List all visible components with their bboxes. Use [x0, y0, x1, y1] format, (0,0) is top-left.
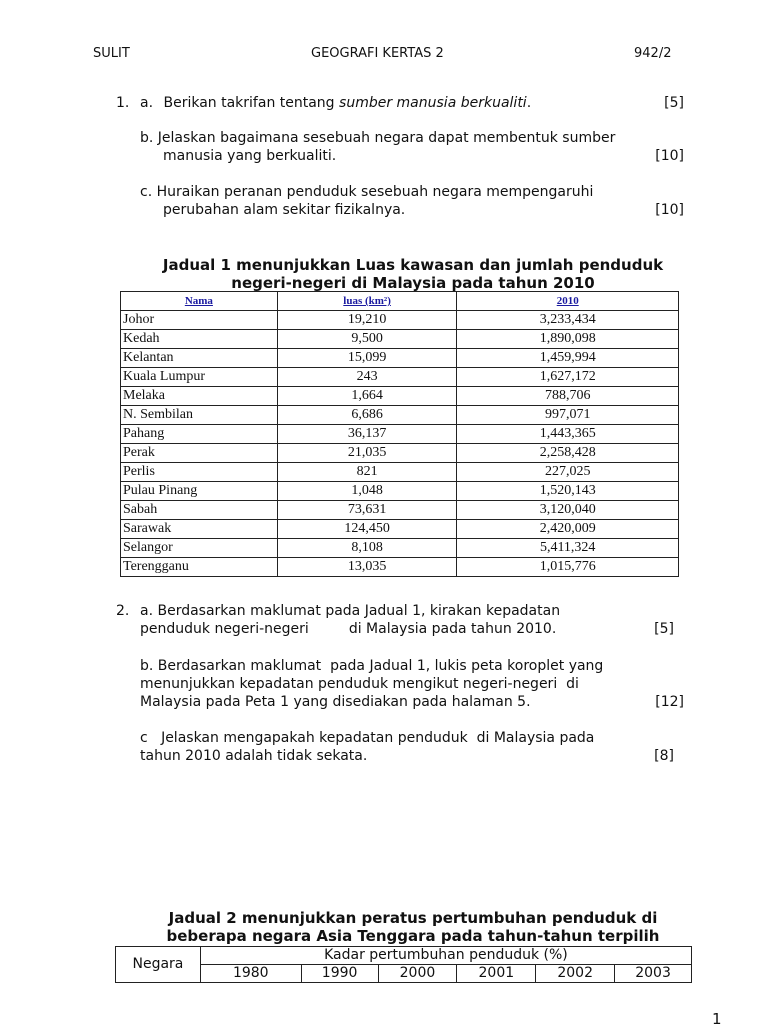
population-cell: 3,233,434	[457, 311, 679, 330]
population-cell: 3,120,040	[457, 501, 679, 520]
q2-b-line3: Malaysia pada Peta 1 yang disediakan pada halaman 5.	[140, 694, 531, 710]
area-cell: 6,686	[277, 406, 457, 425]
page-number: 1	[712, 1010, 722, 1028]
population-cell: 788,706	[457, 387, 679, 406]
area-cell: 9,500	[277, 330, 457, 349]
table-row	[121, 482, 679, 501]
state-name-cell: Pahang	[121, 425, 278, 444]
table-row	[121, 444, 679, 463]
q1-a	[140, 94, 684, 112]
q2-c-line1: Jelaskan mengapakah kepadatan penduduk di Malaysia pada	[161, 730, 595, 746]
table2-years-row	[116, 965, 692, 983]
q1-b-mark: [10]	[655, 148, 684, 164]
state-name-cell: Sarawak	[121, 520, 278, 539]
q2-number: 2.	[116, 603, 130, 619]
table-row	[121, 501, 679, 520]
state-name-cell: Melaka	[121, 387, 278, 406]
q2-a-line1: Berdasarkan maklumat pada Jadual 1, kirakan kepadatan	[157, 603, 561, 619]
table-row	[121, 425, 679, 444]
area-cell: 124,450	[277, 520, 457, 539]
q1-a-text-pre: Berikan takrifan tentang	[163, 95, 340, 111]
table2-header-row	[116, 947, 692, 965]
table2-header-negara: Negara	[116, 947, 201, 983]
table-row	[121, 368, 679, 387]
q1-a-mark: [5]	[664, 95, 684, 111]
table2-year-cell: 1990	[301, 965, 378, 983]
population-table	[120, 291, 679, 577]
state-name-cell: Selangor	[121, 539, 278, 558]
table1-header-2010: 2010	[457, 292, 679, 311]
table1-header-row	[121, 292, 679, 311]
q1-a-text-post: .	[526, 95, 532, 111]
q1-c-line2: perubahan alam sekitar fizikalnya.	[163, 202, 406, 218]
table1-header-luas: luas (km²)	[277, 292, 457, 311]
q1-c	[140, 183, 684, 219]
table2-header-group: Kadar pertumbuhan penduduk (%)	[200, 947, 691, 965]
q1-a-text-italic: sumber manusia berkualiti	[339, 95, 527, 111]
area-cell: 821	[277, 463, 457, 482]
table2-title-line2: beberapa negara Asia Tenggara pada tahun-tahun terpilih	[166, 927, 660, 945]
state-name-cell: N. Sembilan	[121, 406, 278, 425]
q2-a-mark: [5]	[654, 621, 674, 637]
q2-a	[140, 602, 674, 638]
q1-a-label: a.	[140, 95, 154, 111]
q2-c-mark: [8]	[654, 748, 674, 764]
state-name-cell: Pulau Pinang	[121, 482, 278, 501]
population-cell: 1,459,994	[457, 349, 679, 368]
state-name-cell: Kedah	[121, 330, 278, 349]
table-row	[121, 387, 679, 406]
area-cell: 15,099	[277, 349, 457, 368]
area-cell: 21,035	[277, 444, 457, 463]
population-cell: 997,071	[457, 406, 679, 425]
q2-b-mark: [12]	[655, 694, 684, 710]
area-cell: 1,664	[277, 387, 457, 406]
table2-year-cell: 2000	[378, 965, 457, 983]
table-row	[121, 520, 679, 539]
q2-c-label: c	[140, 730, 148, 746]
q1-b-line1: Jelaskan bagaimana sesebuah negara dapat membentuk sumber	[157, 130, 616, 146]
area-cell: 243	[277, 368, 457, 387]
table2-year-cell: 2002	[536, 965, 615, 983]
state-name-cell: Perlis	[121, 463, 278, 482]
growth-rate-table	[115, 946, 692, 983]
header-left: SULIT	[93, 46, 130, 61]
table-row	[121, 463, 679, 482]
table1-title	[100, 256, 726, 292]
q2-b	[140, 657, 684, 711]
q2-b-label: b.	[140, 658, 154, 674]
population-cell: 5,411,324	[457, 539, 679, 558]
q1-c-line1: Huraikan peranan penduduk sesebuah negara mempengaruhi	[156, 184, 594, 200]
q1-b-label: b.	[140, 130, 154, 146]
population-cell: 1,890,098	[457, 330, 679, 349]
table1-title-line1: Jadual 1 menunjukkan Luas kawasan dan jumlah penduduk	[162, 256, 664, 274]
q1-number: 1.	[116, 95, 130, 111]
area-cell: 13,035	[277, 558, 457, 577]
table2-title	[100, 909, 726, 945]
q2-b-line1: Berdasarkan maklumat pada Jadual 1, lukis peta koroplet yang	[157, 658, 604, 674]
state-name-cell: Kuala Lumpur	[121, 368, 278, 387]
q2-a-label: a.	[140, 603, 154, 619]
area-cell: 19,210	[277, 311, 457, 330]
q2-c	[140, 729, 674, 765]
table-row	[121, 349, 679, 368]
area-cell: 73,631	[277, 501, 457, 520]
state-name-cell: Kelantan	[121, 349, 278, 368]
state-name-cell: Johor	[121, 311, 278, 330]
table-row	[121, 406, 679, 425]
table2-year-cell: 2003	[615, 965, 692, 983]
state-name-cell: Sabah	[121, 501, 278, 520]
population-cell: 1,627,172	[457, 368, 679, 387]
population-cell: 1,443,365	[457, 425, 679, 444]
table2-title-line1: Jadual 2 menunjukkan peratus pertumbuhan penduduk di	[168, 909, 658, 927]
q1-c-label: c.	[140, 184, 153, 200]
area-cell: 1,048	[277, 482, 457, 501]
population-cell: 2,420,009	[457, 520, 679, 539]
table-row	[121, 311, 679, 330]
state-name-cell: Terengganu	[121, 558, 278, 577]
area-cell: 36,137	[277, 425, 457, 444]
q1-b	[140, 129, 684, 165]
q2-c-line2: tahun 2010 adalah tidak sekata.	[140, 748, 368, 764]
q1-c-mark: [10]	[655, 202, 684, 218]
q2-a-line2: penduduk negeri-negeri di Malaysia pada tahun 2010.	[140, 621, 557, 637]
q1-b-line2: manusia yang berkualiti.	[163, 148, 337, 164]
table2-year-cell: 2001	[457, 965, 536, 983]
table2-year-cell: 1980	[200, 965, 301, 983]
header-center: GEOGRAFI KERTAS 2	[311, 46, 444, 61]
header-right: 942/2	[634, 46, 672, 61]
area-cell: 8,108	[277, 539, 457, 558]
population-cell: 2,258,428	[457, 444, 679, 463]
population-cell: 1,520,143	[457, 482, 679, 501]
state-name-cell: Perak	[121, 444, 278, 463]
table1-header-nama: Nama	[121, 292, 278, 311]
table-row	[121, 539, 679, 558]
q2-b-line2: menunjukkan kepadatan penduduk mengikut negeri-negeri di	[140, 676, 579, 692]
table-row	[121, 330, 679, 349]
table-row	[121, 558, 679, 577]
table1-title-line2: negeri-negeri di Malaysia pada tahun 2010	[231, 274, 595, 292]
population-cell: 1,015,776	[457, 558, 679, 577]
population-cell: 227,025	[457, 463, 679, 482]
